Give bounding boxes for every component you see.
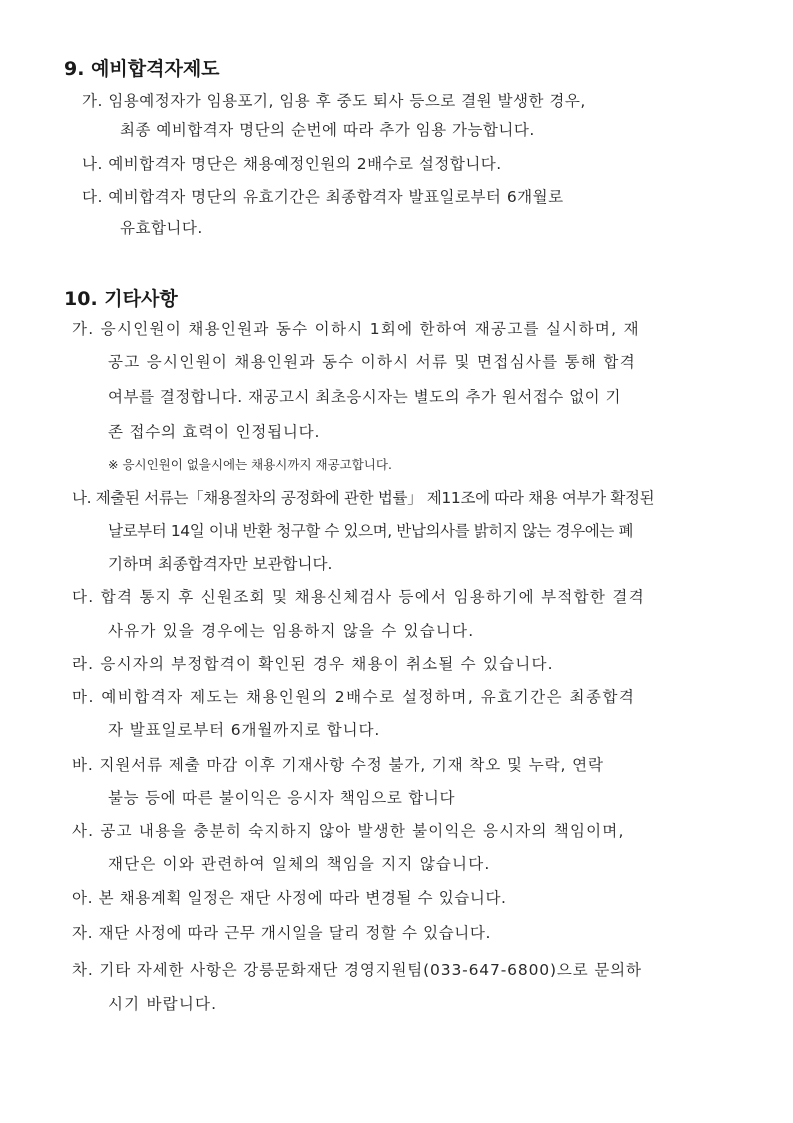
section-10-item-ga-line-2: 공고 응시인원이 채용인원과 동수 이하시 서류 및 면접심사를 통해 합격 [108,353,636,371]
section-10-item-sa-line-1: 사. 공고 내용을 충분히 숙지하지 않아 발생한 불이익은 응시자의 책임이며, [72,822,625,840]
section-10-item-ga-line-1: 가. 응시인원이 채용인원과 동수 이하시 1회에 한하여 재공고를 실시하며, 재 [72,320,640,338]
section-9-item-ga-line-2: 최종 예비합격자 명단의 순번에 따라 추가 임용 가능합니다. [120,121,535,139]
section-10-item-ga-note: ※ 응시인원이 없을시에는 채용시까지 재공고합니다. [108,457,392,472]
section-10-item-a-line-1: 아. 본 채용계획 일정은 재단 사정에 따라 변경될 수 있습니다. [72,889,507,907]
section-10-item-ba-line-2: 불능 등에 따른 불이익은 응시자 책임으로 합니다 [108,789,456,807]
section-10-item-na-line-1: 나. 제출된 서류는「채용절차의 공정화에 관한 법률」 제11조에 따라 채용 여부가 확정된 [72,489,655,507]
section-10-item-na-line-3: 기하며 최종합격자만 보관합니다. [108,555,333,573]
section-10-title: 10. 기타사항 [64,288,178,310]
section-10-item-ma-line-2: 자 발표일로부터 6개월까지로 합니다. [108,721,381,739]
section-9-item-da-line-2: 유효합니다. [120,219,203,237]
section-10-item-cha-line-2: 시기 바랍니다. [108,995,218,1013]
section-10-item-ja-line-1: 자. 재단 사정에 따라 근무 개시일을 달리 정할 수 있습니다. [72,924,491,942]
section-9-item-ga-line-1: 가. 임용예정자가 임용포기, 임용 후 중도 퇴사 등으로 결원 발생한 경우, [82,92,586,110]
section-9-item-da-line-1: 다. 예비합격자 명단의 유효기간은 최종합격자 발표일로부터 6개월로 [82,188,564,206]
section-9-title: 9. 예비합격자제도 [64,58,220,80]
section-10-item-ba-line-1: 바. 지원서류 제출 마감 이후 기재사항 수정 불가, 기재 착오 및 누락, 연락 [72,756,604,774]
section-10-item-ra-line-1: 라. 응시자의 부정합격이 확인된 경우 채용이 취소될 수 있습니다. [72,655,554,673]
section-10-item-ma-line-1: 마. 예비합격자 제도는 채용인원의 2배수로 설정하며, 유효기간은 최종합격 [72,688,636,706]
section-10-item-na-line-2: 날로부터 14일 이내 반환 청구할 수 있으며, 반납의사를 밝히지 않는 경우에는 폐 [108,522,634,540]
section-10-item-ga-line-4: 존 접수의 효력이 인정됩니다. [108,423,321,441]
section-10-item-da-line-1: 다. 합격 통지 후 신원조회 및 채용신체검사 등에서 임용하기에 부적합한 결격 [72,588,645,606]
section-10-item-ga-line-3: 여부를 결정합니다. 재공고시 최초응시자는 별도의 추가 원서접수 없이 기 [108,388,622,406]
section-10-item-da-line-2: 사유가 있을 경우에는 임용하지 않을 수 있습니다. [108,622,475,640]
section-10-item-cha-line-1: 차. 기타 자세한 사항은 강릉문화재단 경영지원팀(033-647-6800)으로 문의하 [72,961,642,979]
section-10-item-sa-line-2: 재단은 이와 관련하여 일체의 책임을 지지 않습니다. [108,855,491,873]
section-9-item-na-line-1: 나. 예비합격자 명단은 채용예정인원의 2배수로 설정합니다. [82,155,502,173]
